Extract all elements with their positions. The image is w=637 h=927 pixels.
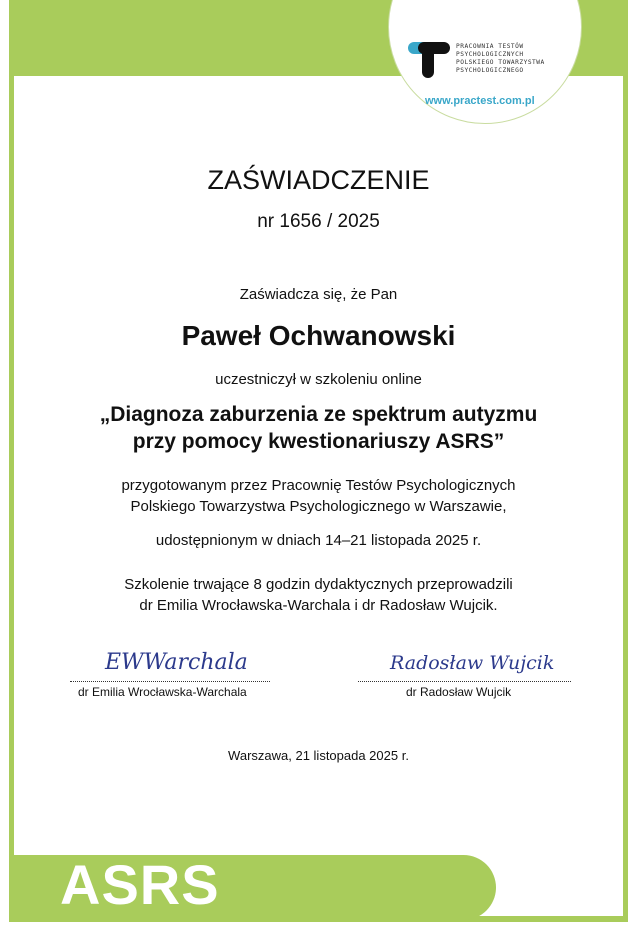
participation-text: uczestniczył w szkoleniu online — [215, 371, 422, 388]
signer-1-name: dr Emilia Wrocławska-Warchala — [78, 685, 247, 699]
logo-url: www.practest.com.pl — [425, 95, 535, 107]
signer-2-name: dr Radosław Wujcik — [406, 685, 512, 699]
course-title: „Diagnoza zaburzenia ze spektrum autyzmu przy pomocy kwestionariuszy ASRS” — [99, 403, 538, 453]
course-dates: udostępnionym w dniach 14–21 listopada 2025 r. — [155, 532, 482, 549]
participant-name: Paweł Ochwanowski — [181, 320, 456, 351]
logo-org-name: PRACOWNIA TESTÓW PSYCHOLOGICZNYCH POLSKIEGO TOWARZYSTWA PSYCHOLOGICZNEGO — [456, 43, 545, 74]
intro-text: Zaświadcza się, że Pan — [239, 286, 398, 303]
signature-1: EWWarchala — [105, 650, 248, 675]
signature-2: Radosław Wujcik — [390, 652, 555, 674]
footer-brand: ASRS — [60, 853, 220, 916]
certificate-number: nr 1656 / 2025 — [257, 211, 380, 232]
duration-text: Szkolenie trwające 8 godzin dydaktycznych przeprowadzili dr Emilia Wrocławska-Warchala i dr Radosław Wujcik. — [124, 576, 513, 614]
certificate-title: ZAŚWIADCZENIE — [207, 165, 430, 195]
place-date: Warszawa, 21 listopada 2025 r. — [228, 748, 409, 763]
signature-line-1 — [70, 681, 270, 682]
prepared-by: przygotowanym przez Pracownię Testów Psychologicznych Polskiego Towarzystwa Psychologicznego w Warszawie, — [121, 477, 516, 515]
signature-line-2 — [358, 681, 571, 682]
ptp-logo-icon — [408, 42, 450, 78]
